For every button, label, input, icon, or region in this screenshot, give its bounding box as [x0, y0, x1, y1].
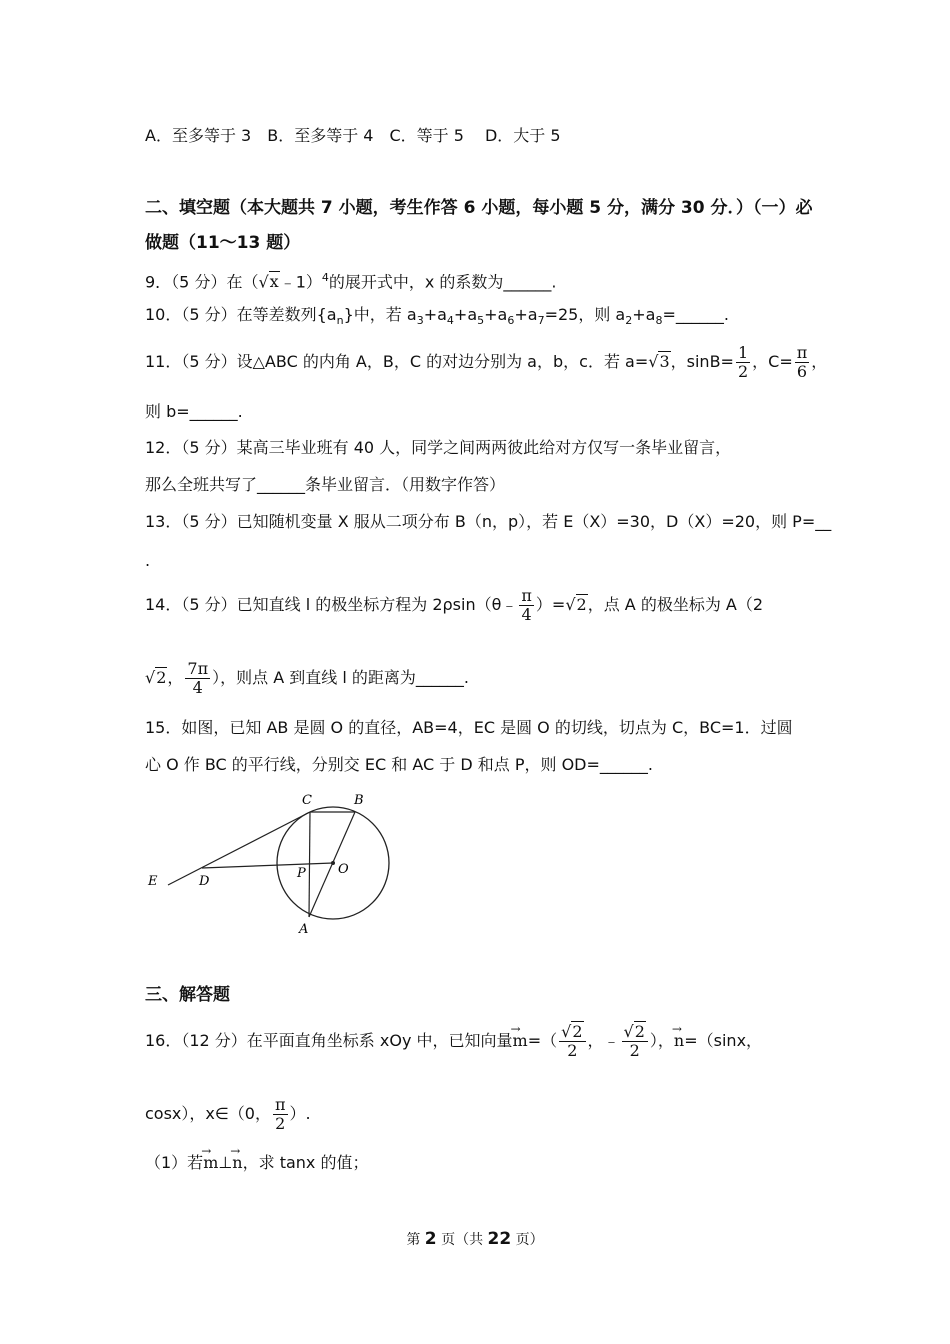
q8-options: A．至多等于 3 B．至多等于 4 C．等于 5 D．大于 5 [145, 126, 561, 145]
label-p: P [297, 866, 306, 881]
fraction-pi-6: $\frac{\pi}{6}$ [796, 343, 808, 381]
question-11: 11．（5 分）设△ABC 的内角 A，B，C 的对边分别为 a，b，c．若 a=√3，sinB= $\frac{1}{2}$ ，C= $\frac{\pi}{6}$ ， [145, 343, 828, 381]
question-13-line2: . [145, 551, 151, 570]
question-15-line2: 心 O 作 BC 的平行线，分别交 EC 和 AC 于 D 和点 P，则 OD=______. [145, 755, 653, 774]
question-16: 16．（12 分）在平面直角坐标系 xOy 中，已知向量→ m=（ $\frac{√2}{2}$ ，﹣ $\frac{√2}{2}$ ），→ n=（sinx， [145, 1019, 762, 1063]
question-12-line2: 那么全班共写了______条毕业留言．（用数字作答） [145, 475, 506, 494]
label-e: E [148, 874, 158, 889]
line-dp [202, 863, 333, 868]
question-15-line1: 15．如图，已知 AB 是圆 O 的直径，AB=4，EC 是圆 O 的切线，切点为 C，BC=1．过圆 [145, 718, 793, 737]
sqrt-x: √x [258, 272, 279, 292]
section2-heading-line1: 二、填空题（本大题共 7 小题，考生作答 6 小题，每小题 5 分，满分 30 分．）（一）必 [145, 198, 813, 218]
question-9: 9．（5 分）在（√x﹣1）$^4$的展开式中，x 的系数为______. [145, 271, 557, 292]
label-d: D [199, 874, 210, 889]
question-12-line1: 12．（5 分）某高三毕业班有 40 人，同学之间两两彼此给对方仅写一条毕业留言， [145, 438, 732, 457]
question-16-line2: cosx），x∈（0， $\frac{\pi}{2}$ ）. [145, 1095, 311, 1133]
fraction-half: $\frac{1}{2}$ [737, 343, 749, 381]
section2-heading-line2: 做题（11～13 题） [145, 233, 301, 253]
question-14: 14．（5 分）已知直线 l 的极坐标方程为 2ρsin（θ﹣ $\frac{\pi}{4}$ ）=√2，点 A 的极坐标为 A（2 [145, 586, 764, 624]
section3-heading: 三、解答题 [145, 985, 230, 1005]
question-11-line2: 则 b=______. [145, 402, 243, 421]
line-ca [309, 812, 310, 917]
circle-figure [140, 785, 400, 945]
center-dot [331, 861, 335, 865]
label-c: C [302, 793, 312, 808]
label-b: B [354, 793, 364, 808]
label-o: O [338, 862, 349, 877]
question-10: 10．（5 分）在等差数列$\{a_n\}$中，若 $a_3+a_4+a_5+a_6+a_7=25$，则 $a_2+a_8=\_\_\_\_\_\_$. [145, 305, 729, 328]
question-16-part1: （1）若→ m⊥→ n，求 tanx 的值； [145, 1153, 368, 1173]
question-13-line1: 13．（5 分）已知随机变量 X 服从二项分布 B（n，p），若 E（X）=30，D（X）=20，则 P=__ [145, 512, 832, 531]
question-14-line2: √2， $\frac{7\pi}{4}$ ），则点 A 到直线 l 的距离为______. [145, 659, 469, 697]
label-a: A [299, 922, 309, 937]
line-ec [168, 812, 310, 885]
page-footer: 第 2 页（共 22 页） [406, 1229, 544, 1249]
